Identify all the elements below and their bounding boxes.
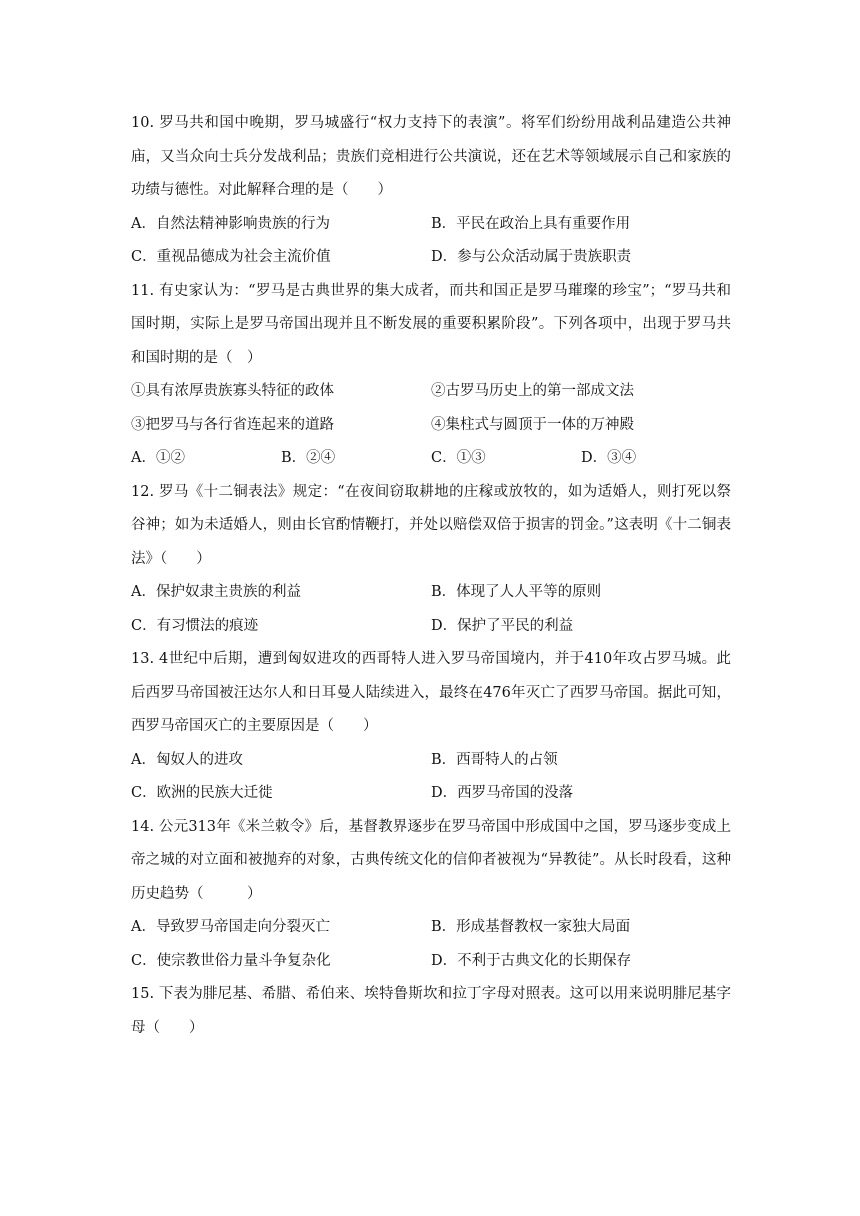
- option-c[interactable]: C．有习惯法的痕迹: [131, 617, 259, 634]
- option-a[interactable]: A．保护奴隶主贵族的利益: [131, 584, 301, 600]
- options-row: [131, 442, 731, 476]
- statement-row: [131, 409, 731, 443]
- statement-2: ②古罗马历史上的第一部成文法: [431, 383, 634, 399]
- option-c[interactable]: C．重视品德成为社会主流价值: [131, 249, 331, 265]
- option-b[interactable]: B．形成基督教权一家独大局面: [431, 919, 631, 935]
- statement-1: ①具有浓厚贵族寡头特征的政体: [131, 383, 334, 399]
- option-c[interactable]: C．使宗教世俗力量斗争复杂化: [131, 952, 331, 969]
- question-stem: 13. 4世纪中后期，遭到匈奴进攻的西哥特人进入罗马帝国境内，并于410年攻占罗马城。此后西罗马帝国被汪达尔人和日耳曼人陆续进入，最终在476年灭亡了西罗马帝国。据此可知，西罗马帝国灭亡的主要原因是（ ）: [131, 651, 731, 734]
- question-15: [131, 978, 731, 1045]
- option-c[interactable]: C．①③: [431, 450, 486, 466]
- question-13: [131, 643, 731, 811]
- question-stem: 14. 公元313年《米兰敕令》后，基督教界逐步在罗马帝国中形成国中之国，罗马逐步变成上帝之城的对立面和被抛弃的对象，古典传统文化的信仰者被视为“异教徒”。从长时段看，这种历史趋势（ ）: [131, 818, 731, 902]
- question-11: [131, 275, 731, 476]
- question-stem: 11. 有史家认为：“罗马是古典世界的集大成者，而共和国正是罗马璀璨的珍宝”；“罗马共和国时期，实际上是罗马帝国出现并且不断发展的重要积累阶段”。下列各项中，出现于罗马共和国时期的是（ ）: [131, 282, 731, 366]
- option-a[interactable]: A．导致罗马帝国走向分裂灭亡: [131, 919, 330, 935]
- option-d[interactable]: D．保护了平民的利益: [431, 617, 574, 634]
- option-a[interactable]: A．匈奴人的进攻: [131, 751, 243, 768]
- question-14: [131, 811, 731, 979]
- question-10: [131, 107, 731, 275]
- option-c[interactable]: C．欧洲的民族大迁徙: [131, 785, 273, 801]
- option-d[interactable]: D．参与公众活动属于贵族职责: [431, 249, 632, 265]
- statement-4: ④集柱式与圆顶于一体的万神殿: [431, 416, 634, 433]
- options-row: [131, 911, 731, 945]
- statement-row: [131, 375, 731, 409]
- options-row: [131, 576, 731, 610]
- question-stem: 15. 下表为腓尼基、希腊、希伯来、埃特鲁斯坎和拉丁字母对照表。这可以用来说明腓尼基字母（ ）: [131, 986, 731, 1036]
- options-row: [131, 744, 731, 778]
- option-a[interactable]: A．自然法精神影响贵族的行为: [131, 215, 330, 232]
- option-d[interactable]: D．不利于古典文化的长期保存: [431, 952, 632, 969]
- option-b[interactable]: B．体现了人人平等的原则: [431, 584, 602, 600]
- option-b[interactable]: B．②④: [281, 450, 336, 466]
- question-list: [131, 107, 731, 1045]
- option-d[interactable]: D．③④: [581, 450, 637, 466]
- option-b[interactable]: B．平民在政治上具有重要作用: [431, 215, 631, 232]
- statement-3: ③把罗马与各行省连起来的道路: [131, 416, 334, 433]
- option-b[interactable]: B．西哥特人的占领: [431, 751, 558, 768]
- options-row: [131, 610, 731, 644]
- question-stem: 12. 罗马《十二铜表法》规定：“在夜间窃取耕地的庄稼或放牧的，如为适婚人，则打死以祭谷神；如为未适婚人，则由长官酌情鞭打，并处以赔偿双倍于损害的罚金。”这表明《十二铜表法》（ ）: [131, 483, 731, 567]
- question-12: [131, 476, 731, 644]
- options-row: [131, 208, 731, 242]
- options-row: [131, 777, 731, 811]
- question-stem: 10. 罗马共和国中晚期，罗马城盛行“权力支持下的表演”。将军们纷纷用战利品建造公共神庙，又当众向士兵分发战利品；贵族们竞相进行公共演说，还在艺术等领域展示自己和家族的功绩与德性。对此解释合理的是（ ）: [131, 115, 731, 198]
- options-row: [131, 241, 731, 275]
- options-row: [131, 945, 731, 979]
- option-a[interactable]: A．①②: [131, 450, 185, 466]
- option-d[interactable]: D．西罗马帝国的没落: [431, 785, 574, 801]
